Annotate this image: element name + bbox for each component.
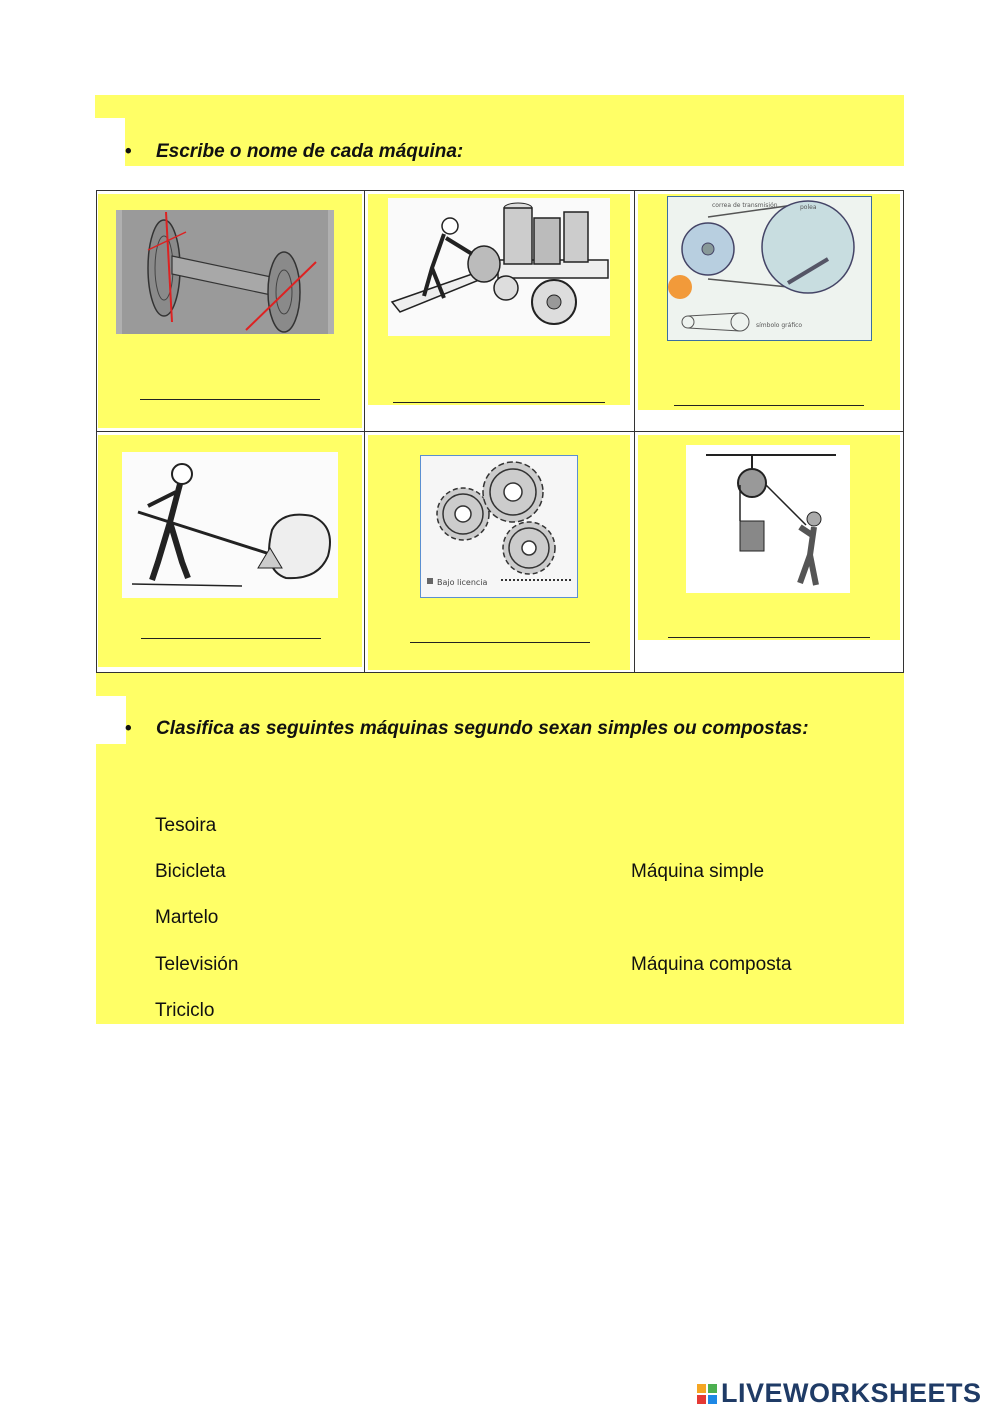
classify-item[interactable]: Bicicleta (155, 861, 226, 882)
lever-illustration (122, 452, 338, 598)
answer-line[interactable] (674, 405, 864, 406)
classify-item[interactable]: Tesoira (155, 815, 217, 836)
wheel-and-axle-illustration (116, 210, 334, 334)
instruction-2 (125, 718, 809, 740)
bullet: • (125, 141, 132, 162)
license-caption: Bajo licencia (437, 578, 488, 587)
answer-line[interactable] (140, 399, 320, 400)
bullet: • (125, 718, 132, 739)
inclined-plane-illustration (388, 198, 610, 336)
classify-item[interactable]: Triciclo (155, 1000, 215, 1021)
classify-highlight (96, 744, 904, 1024)
logo-text: LIVEWORKSHEETS (721, 1378, 982, 1408)
liveworksheets-logo (697, 1378, 982, 1409)
instruction-text: Escribe o nome de cada máquina: (156, 141, 464, 162)
category-compound[interactable]: Máquina composta (631, 954, 792, 975)
gears-illustration (420, 455, 578, 598)
belt-label: correa de transmisión (712, 202, 778, 209)
symbol-label: símbolo gráfico (756, 322, 803, 329)
logo-mark-icon (697, 1384, 717, 1404)
answer-line[interactable] (393, 402, 605, 403)
instruction-text: Clasifica as seguintes máquinas segundo sexan simples ou compostas: (156, 718, 809, 739)
pulley-label: polea (800, 204, 817, 211)
belt-pulley-illustration (667, 196, 872, 341)
answer-line[interactable] (410, 642, 590, 643)
answer-line[interactable] (141, 638, 321, 639)
pulley-illustration (686, 445, 850, 593)
instruction-1 (125, 141, 463, 163)
classify-item[interactable]: Martelo (155, 907, 219, 928)
instruction-highlight-1 (95, 95, 904, 118)
answer-line[interactable] (668, 637, 870, 638)
classify-highlight (96, 673, 904, 696)
table-divider (96, 431, 904, 432)
category-simple[interactable]: Máquina simple (631, 861, 765, 882)
classify-item[interactable]: Televisión (155, 954, 239, 975)
